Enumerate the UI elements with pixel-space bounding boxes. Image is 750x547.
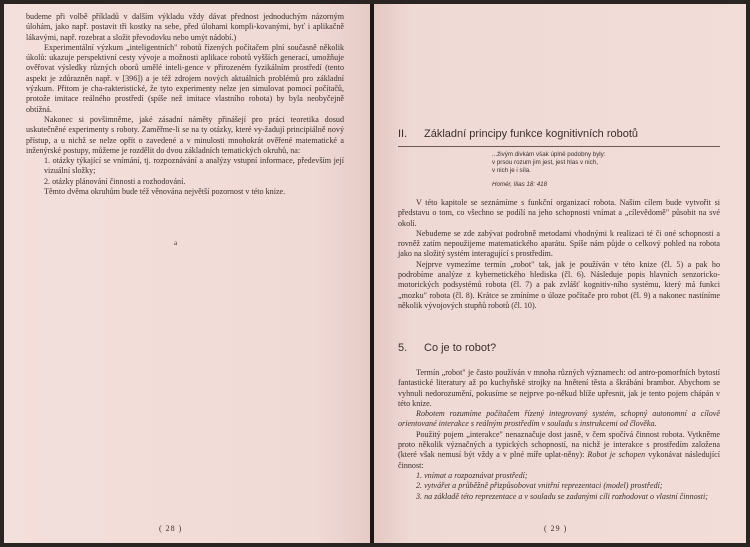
- chapter-number: II.: [398, 128, 408, 140]
- left-list-item-2: 2. otázky plánování činnosti a rozhodování.: [44, 176, 186, 186]
- left-paragraph-3: Nakonec si povšimněme, jaké zásadní náměty přinášejí pro práci teoretika dosud uskutečněné experimenty s roboty. Zaměřme-li se na ty otázky, které vy-žadují principiálně nový přístup, a u nichž se nelze opřít o zavedené a v minulosti mnohokrát ověřené matematické a inženýrské postupy, můžeme je rozdělit do dvou základních tematických okruhů, na:: [26, 114, 344, 155]
- left-paragraph-1: budeme při volbě příkladů v dalším výkladu vždy dávat přednost jednoduchým názorným úlohám, jako např. postavit tři kostky na sebe, před úlohami kompli-kovanými, byť i aplikačně lákavými, např. rozebrat a složit převodovku nebo umýt nádobí.): [26, 12, 344, 42]
- right-page: [374, 4, 746, 543]
- section-heading: [398, 342, 496, 354]
- chapter-intro: [398, 198, 720, 311]
- section-body: [398, 368, 720, 502]
- chapter-heading: [398, 128, 638, 140]
- book-spread: [4, 4, 746, 543]
- left-page-body: [26, 12, 344, 197]
- left-page: [4, 4, 370, 543]
- ability-item-1: 1. vnímat a rozpoznávat prostředí;: [416, 470, 528, 480]
- ability-item-3: 3. na základě této reprezentace a v souladu se zadanými cíli rozhodovat o vlastní činnosti;: [416, 491, 709, 501]
- ability-item-2: 2. vytvářet a průběžně přizpůsobovat vnitřní reprezentaci (model) prostředí;: [416, 481, 663, 491]
- interaction-text-end: vykonávat následující činnost:: [398, 450, 721, 470]
- interaction-text: Použitý pojem „interakce" nenaznačuje dost jasně, v čem spočívá činnost robota. Vytkněme proto několik význačných a typických schopností, na nichž je interakce s prostředím založena (které však nemusí být vždy a v plné míře uplat-něny):: [398, 429, 720, 460]
- section-paragraph-1: Termín „robot" je často používán v mnoha různých významech: od antro-pomorfních bytostí fantastické literatury až po kuchyňské strojky na hnětení těsta a škrábání brambor. Abychom se vyhnuli nedorozumění, pokusíme se nejprve po-někud blíže upřesnit, jak je tento pojem chápán v této knize.: [398, 368, 720, 408]
- robot-capable-phrase: Robot je schopen: [587, 450, 646, 460]
- epigraph: [492, 151, 692, 189]
- intro-paragraph-3: Nejprve vymezíme termín „robot" tak, jak je používán v této knize (čl. 5) a pak ho podrobíme analýze z kybernetického hlediska (čl. 6). Následuje popis hlavních senzoricko-motorických podsystémů robota (čl. 7) a pak zvlášť kognitiv-ního systému, který má funkci „mozku" robota (čl. 8). Krátce se zmíníme o úloze počítače pro robot (čl. 9) a nakonec nastíníme několik vývojových stupňů robotů (čl. 10).: [398, 259, 720, 310]
- margin-mark: a: [174, 239, 178, 247]
- chapter-title: Základní principy funkce kognitivních robotů: [424, 128, 639, 140]
- left-closing-sentence: Těmto dvěma okruhům bude též věnována největší pozornost v této knize.: [44, 187, 286, 197]
- epigraph-line-1: ...živým divkám však úplně podobny byly:: [492, 151, 606, 158]
- epigraph-line-3: v nich je i síla.: [492, 167, 531, 174]
- section-number: 5.: [398, 342, 408, 354]
- robot-definition: Robotem rozumíme počítačem řízený integrovaný systém, schopný autonomní a cílově orientované interakce s reálným prostředím v souladu s instrukcemi od člověka.: [398, 409, 720, 429]
- epigraph-line-2: v prsou rozum jim jest, jest hlas v nich,: [492, 159, 598, 166]
- left-list-item-1: 1. otázky týkající se vnímání, tj. rozpoznávání a analýzy vstupní informace, především její vizuální složky;: [44, 156, 344, 176]
- left-page-number: ( 28 ): [159, 524, 183, 533]
- intro-paragraph-2: Nebudeme se zde zabývat podrobně metodami vhodnými k realizaci té či oné schopnosti a rovněž zatím nepoužijeme matematického aparátu. Spíše nám půjde o celkový pohled na robota jako na složitý systém interagující s prostředím.: [398, 228, 720, 259]
- interaction-paragraph: [398, 430, 720, 471]
- section-title: Co je to robot?: [424, 342, 497, 354]
- right-page-number: ( 29 ): [544, 524, 568, 533]
- chapter-rule: [398, 146, 720, 147]
- intro-paragraph-1: V této kapitole se seznámíme s funkční organizací robota. Našim cílem bude vytvořit si představu o tom, co všechno se podílí na jeho schopnosti vnímat a „cílevědomě" působit na své okolí.: [398, 198, 720, 228]
- left-paragraph-2: Experimentální výzkum „inteligentních" robotů řízených počítačem plní současně několik úkolů: ukazuje perspektivní cesty vývoje a možnosti aplikace robotů vyšších generací, umožňuje ověřovat výsledky různých oborů umělé inteli-gence v přirozeném fyzikálním prostředí (tento aspekt je zdůrazněn např. v [396]) a je též zdrojem nových aktuálních problémů pro základní výzkum. Přitom je cha-rakteristické, že tyto experimenty nelze jen simulovat pomocí počítačů, protože imitace reálného prostředí (spíše než imitace vlastního robota) by byla neobyčejně obtížná.: [26, 42, 344, 114]
- epigraph-source: Homér, Ilias 18: 418: [492, 181, 548, 188]
